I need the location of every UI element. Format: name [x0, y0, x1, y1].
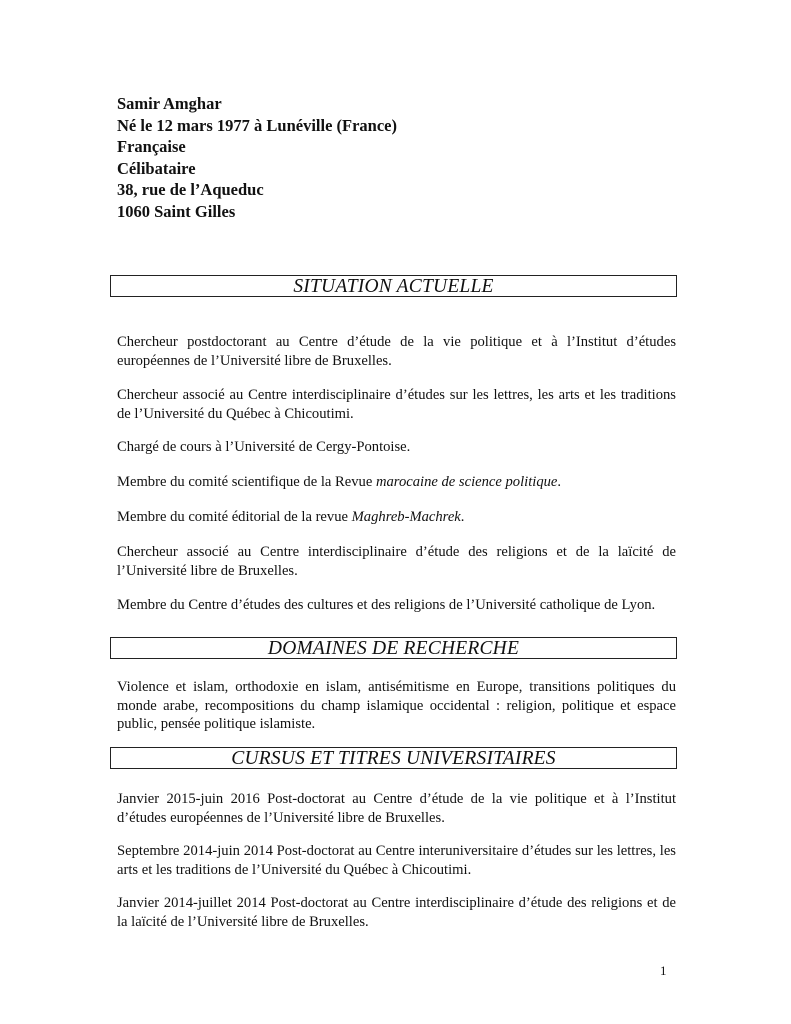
situation-paragraph: Chercheur associé au Centre interdisciplinaire d’études sur les lettres, les arts et les traditions de l’Université du Québec à Chicoutimi.: [117, 387, 676, 422]
journal-name: marocaine de science politique: [375, 474, 558, 490]
situation-paragraph: Membre du Centre d’études des cultures et des religions de l’Université catholique de Lyon.: [117, 597, 656, 613]
section-title-domaines: DOMAINES DE RECHERCHE: [110, 637, 677, 659]
situation-paragraph: [117, 473, 676, 492]
situation-paragraph: [117, 508, 676, 527]
text-run: .: [557, 474, 562, 490]
identity-block: [117, 93, 397, 222]
situation-paragraph: Chercheur postdoctorant au Centre d’étude de la vie politique et à l’Institut d’études européennes de l’Université libre de Bruxelles.: [117, 334, 676, 369]
text-run: Membre du comité éditorial de la revue: [117, 509, 352, 525]
section-title-cursus: CURSUS ET TITRES UNIVERSITAIRES: [110, 747, 677, 769]
journal-name: Maghreb-Machrek: [351, 509, 461, 525]
cursus-paragraph: Septembre 2014-juin 2014 Post-doctorat au Centre interuniversitaire d’études sur les lettres, les arts et les traditions de l’Université du Québec à Chicoutimi.: [117, 843, 676, 878]
cursus-paragraph: Janvier 2015-juin 2016 Post-doctorat au Centre d’étude de la vie politique et à l’Institut d’études européennes de l’Université libre de Bruxelles.: [117, 791, 676, 826]
birth-info: Né le 12 mars 1977 à Lunéville (France): [117, 115, 397, 135]
page-number: 1: [660, 963, 667, 978]
cursus-paragraph: Janvier 2014-juillet 2014 Post-doctorat au Centre interdisciplinaire d’étude des religions et de la laïcité de l’Université libre de Bruxelles.: [117, 895, 676, 930]
marital-status: Célibataire: [117, 158, 196, 178]
situation-paragraph: Chargé de cours à l’Université de Cergy-Pontoise.: [117, 439, 411, 455]
text-run: .: [460, 509, 465, 525]
nationality: Française: [117, 137, 186, 156]
person-name: Samir Amghar: [117, 94, 222, 113]
address-street: 38, rue de l’Aqueduc: [117, 180, 264, 199]
section-title-situation: SITUATION ACTUELLE: [110, 275, 677, 297]
domaines-paragraph: Violence et islam, orthodoxie en islam, antisémitisme en Europe, transitions politiques du monde arabe, recompositions du champ islamique occidental : religion, politique et espace public, pensée politique islamiste.: [117, 679, 676, 732]
address-city: 1060 Saint Gilles: [117, 201, 236, 221]
situation-paragraph: Chercheur associé au Centre interdisciplinaire d’étude des religions et de la laïcité de l’Université libre de Bruxelles.: [117, 544, 676, 579]
text-run: Membre du comité scientifique de la Revue: [117, 474, 376, 490]
